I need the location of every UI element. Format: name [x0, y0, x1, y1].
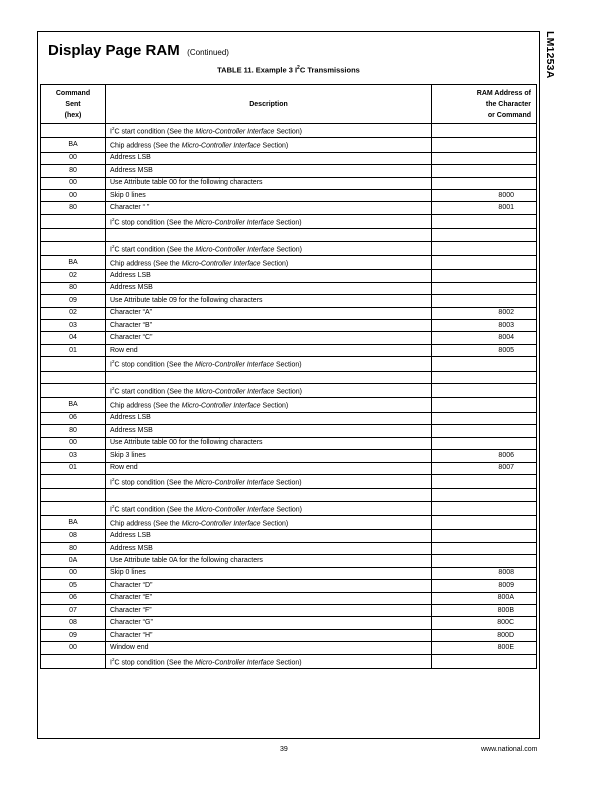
description-cell: Use Attribute table 00 for the following characters — [106, 437, 432, 449]
description-cell: Address MSB — [106, 165, 432, 177]
desc-pre: I — [110, 388, 112, 396]
description-cell: Use Attribute table 00 for the following characters — [106, 177, 432, 189]
description-cell: Character “C” — [106, 332, 432, 344]
ram-address-cell — [432, 516, 537, 530]
desc-sup: 2 — [111, 656, 115, 662]
desc-text: C stop condition (See the — [114, 219, 196, 227]
command-cell — [41, 241, 106, 255]
header-command-line2: Sent — [65, 100, 81, 108]
description-cell: Address MSB — [106, 542, 432, 554]
desc-post: Section) — [274, 659, 302, 667]
ram-address-cell: 8006 — [432, 450, 537, 462]
desc-text: C start condition (See the — [114, 245, 196, 253]
table-row — [41, 617, 537, 629]
desc-post: Section) — [260, 142, 289, 150]
ram-address-cell: 8004 — [432, 332, 537, 344]
ram-address-cell — [432, 437, 537, 449]
desc-post: Section) — [274, 245, 302, 253]
table-row — [41, 241, 537, 255]
table-row — [41, 604, 537, 616]
table-row — [41, 189, 537, 201]
desc-emphasis: Micro-Controller Interface — [181, 260, 261, 268]
command-cell: 00 — [41, 437, 106, 449]
command-cell — [41, 214, 106, 228]
description-cell: Row end — [106, 344, 432, 356]
desc-emphasis: Micro-Controller Interface — [181, 142, 261, 150]
ram-address-cell — [432, 295, 537, 307]
ram-address-cell — [432, 270, 537, 282]
desc-text: Chip address (See the — [110, 260, 182, 268]
desc-pre: I — [110, 659, 112, 667]
description-cell — [106, 474, 432, 488]
desc-text: C stop condition (See the — [114, 479, 196, 487]
table-row — [41, 282, 537, 294]
command-cell — [41, 371, 106, 383]
table-caption — [38, 65, 539, 75]
ram-address-cell — [432, 474, 537, 488]
table-row — [41, 580, 537, 592]
ram-address-cell — [432, 412, 537, 424]
ram-address-cell — [432, 214, 537, 228]
table-row — [41, 295, 537, 307]
command-cell: 07 — [41, 604, 106, 616]
ram-address-cell — [432, 282, 537, 294]
description-cell: Character “H” — [106, 629, 432, 641]
description-cell — [106, 357, 432, 371]
command-cell: 80 — [41, 202, 106, 214]
caption-prefix: TABLE 11. Example 3 I — [217, 65, 298, 75]
ram-address-cell: 8005 — [432, 344, 537, 356]
header-command-line1: Command — [55, 89, 91, 97]
table-row — [41, 450, 537, 462]
section-title — [48, 42, 229, 60]
header-command-line3: (hex) — [64, 111, 82, 119]
caption-suffix: C Transmissions — [299, 65, 360, 75]
command-cell: 09 — [41, 295, 106, 307]
part-number: LM1253A — [544, 31, 556, 79]
table-row — [41, 654, 537, 668]
table-row — [41, 229, 537, 241]
website-url: www.national.com — [481, 746, 538, 753]
desc-sup: 2 — [111, 216, 115, 222]
command-cell: 08 — [41, 617, 106, 629]
command-cell: BA — [41, 255, 106, 269]
command-cell: 05 — [41, 580, 106, 592]
desc-post: Section) — [260, 260, 289, 268]
ram-address-cell — [432, 138, 537, 152]
desc-text: C start condition (See the — [114, 388, 196, 396]
command-cell: 01 — [41, 344, 106, 356]
ram-address-cell: 800A — [432, 592, 537, 604]
description-cell — [106, 229, 432, 241]
table-row — [41, 530, 537, 542]
ram-address-cell — [432, 654, 537, 668]
command-cell — [41, 384, 106, 398]
description-cell: Row end — [106, 462, 432, 474]
table-row — [41, 152, 537, 164]
ram-address-cell — [432, 384, 537, 398]
command-cell: 80 — [41, 282, 106, 294]
ram-address-cell — [432, 530, 537, 542]
ram-address-cell: 800C — [432, 617, 537, 629]
desc-post: Section) — [274, 506, 302, 514]
desc-post: Section) — [260, 520, 289, 528]
description-cell: Character “E” — [106, 592, 432, 604]
table-row — [41, 384, 537, 398]
desc-emphasis: Micro-Controller Interface — [195, 361, 274, 369]
description-cell — [106, 654, 432, 668]
ram-address-cell — [432, 177, 537, 189]
command-cell: 80 — [41, 165, 106, 177]
ram-address-cell: 8009 — [432, 580, 537, 592]
description-cell: Use Attribute table 0A for the following characters — [106, 555, 432, 567]
desc-sup: 2 — [111, 243, 115, 249]
desc-pre: I — [110, 361, 112, 369]
command-cell: 02 — [41, 270, 106, 282]
description-cell: Skip 3 lines — [106, 450, 432, 462]
ram-address-cell — [432, 398, 537, 412]
table-row — [41, 489, 537, 501]
desc-emphasis: Micro-Controller Interface — [195, 479, 274, 487]
description-cell: Address LSB — [106, 412, 432, 424]
command-cell: 0A — [41, 555, 106, 567]
table-row — [41, 592, 537, 604]
table-row — [41, 398, 537, 412]
ram-address-cell: 800E — [432, 642, 537, 654]
description-cell: Character “D” — [106, 580, 432, 592]
transmission-table — [40, 84, 537, 669]
desc-pre: I — [110, 245, 112, 253]
desc-sup: 2 — [111, 503, 115, 509]
desc-emphasis: Micro-Controller Interface — [195, 388, 275, 396]
desc-text: C stop condition (See the — [114, 659, 196, 667]
desc-emphasis: Micro-Controller Interface — [195, 506, 275, 514]
command-cell: 01 — [41, 462, 106, 474]
command-cell: 03 — [41, 450, 106, 462]
command-cell: 00 — [41, 567, 106, 579]
command-cell: 00 — [41, 177, 106, 189]
table-row — [41, 202, 537, 214]
ram-address-cell — [432, 371, 537, 383]
table-row — [41, 425, 537, 437]
table-row — [41, 124, 537, 138]
description-cell: Character “F” — [106, 604, 432, 616]
command-cell: BA — [41, 398, 106, 412]
ram-address-cell — [432, 501, 537, 515]
command-cell — [41, 229, 106, 241]
table-row — [41, 332, 537, 344]
desc-emphasis: Micro-Controller Interface — [195, 219, 274, 227]
ram-address-cell: 8008 — [432, 567, 537, 579]
desc-sup: 2 — [111, 126, 115, 131]
ram-address-cell: 8000 — [432, 189, 537, 201]
description-cell — [106, 255, 432, 269]
table-body — [41, 124, 537, 669]
description-cell — [106, 398, 432, 412]
ram-address-cell — [432, 152, 537, 164]
command-cell — [41, 489, 106, 501]
desc-post: Section) — [274, 128, 302, 136]
caption-sup: 2 — [297, 65, 300, 71]
ram-address-cell: 8007 — [432, 462, 537, 474]
command-cell: 03 — [41, 320, 106, 332]
desc-sup: 2 — [111, 476, 115, 482]
table-row — [41, 629, 537, 641]
section-title-text: Display Page RAM — [48, 42, 180, 59]
desc-post: Section) — [274, 361, 302, 369]
desc-post: Section) — [274, 479, 302, 487]
header-ram-line1: RAM Address of — [476, 89, 531, 97]
ram-address-cell — [432, 357, 537, 371]
desc-sup: 2 — [111, 386, 115, 392]
command-cell — [41, 501, 106, 515]
table-header-row — [41, 85, 537, 124]
table-row — [41, 255, 537, 269]
desc-pre: I — [110, 506, 112, 514]
table-row — [41, 165, 537, 177]
ram-address-cell — [432, 542, 537, 554]
description-cell — [106, 501, 432, 515]
header-ram-address — [432, 85, 537, 124]
command-cell: 02 — [41, 307, 106, 319]
ram-address-cell — [432, 255, 537, 269]
description-cell — [106, 516, 432, 530]
table-row — [41, 214, 537, 228]
desc-pre: I — [110, 219, 112, 227]
command-cell — [41, 357, 106, 371]
desc-post: Section) — [274, 388, 302, 396]
description-cell: Use Attribute table 09 for the following characters — [106, 295, 432, 307]
ram-address-cell — [432, 241, 537, 255]
table-row — [41, 307, 537, 319]
description-cell — [106, 124, 432, 138]
command-cell: 09 — [41, 629, 106, 641]
description-cell — [106, 214, 432, 228]
table-row — [41, 177, 537, 189]
description-cell — [106, 371, 432, 383]
header-ram-line2: the Character — [485, 100, 531, 108]
description-cell: Character “A” — [106, 307, 432, 319]
header-ram-line3: or Command — [487, 111, 531, 119]
table-row — [41, 270, 537, 282]
command-cell — [41, 474, 106, 488]
desc-text: Chip address (See the — [110, 520, 182, 528]
ram-address-cell — [432, 489, 537, 501]
command-cell: 80 — [41, 425, 106, 437]
desc-emphasis: Micro-Controller Interface — [195, 245, 275, 253]
command-cell: 00 — [41, 152, 106, 164]
table-row — [41, 555, 537, 567]
description-cell: Address MSB — [106, 282, 432, 294]
ram-address-cell: 8001 — [432, 202, 537, 214]
command-cell: BA — [41, 516, 106, 530]
ram-address-cell — [432, 165, 537, 177]
command-cell — [41, 124, 106, 138]
description-cell: Character “B” — [106, 320, 432, 332]
command-cell: BA — [41, 138, 106, 152]
desc-text: Chip address (See the — [110, 142, 182, 150]
description-cell: Window end — [106, 642, 432, 654]
description-cell: Skip 0 lines — [106, 189, 432, 201]
ram-address-cell: 8002 — [432, 307, 537, 319]
desc-emphasis: Micro-Controller Interface — [195, 659, 274, 667]
table-row — [41, 138, 537, 152]
desc-text: C start condition (See the — [114, 128, 196, 136]
command-cell: 06 — [41, 412, 106, 424]
ram-address-cell: 8003 — [432, 320, 537, 332]
table-row — [41, 516, 537, 530]
table-row — [41, 642, 537, 654]
table-row — [41, 357, 537, 371]
description-cell: Address LSB — [106, 270, 432, 282]
ram-address-cell: 800B — [432, 604, 537, 616]
side-tab — [541, 31, 561, 151]
command-cell: 00 — [41, 642, 106, 654]
table-row — [41, 437, 537, 449]
description-cell: Address LSB — [106, 530, 432, 542]
description-cell — [106, 384, 432, 398]
desc-emphasis: Micro-Controller Interface — [181, 520, 261, 528]
description-cell — [106, 489, 432, 501]
command-cell: 08 — [41, 530, 106, 542]
desc-text: C stop condition (See the — [114, 361, 196, 369]
table-row — [41, 501, 537, 515]
table-row — [41, 371, 537, 383]
command-cell — [41, 654, 106, 668]
description-cell — [106, 241, 432, 255]
desc-pre: I — [110, 479, 112, 487]
section-title-continued: (Continued) — [187, 48, 229, 57]
desc-text: C start condition (See the — [114, 506, 196, 514]
page-number: 39 — [280, 746, 288, 753]
desc-sup: 2 — [111, 359, 115, 365]
header-command — [41, 85, 106, 124]
desc-emphasis: Micro-Controller Interface — [181, 402, 261, 410]
desc-emphasis: Micro-Controller Interface — [195, 128, 275, 136]
ram-address-cell — [432, 555, 537, 567]
page-frame — [37, 31, 540, 739]
table-row — [41, 462, 537, 474]
desc-post: Section) — [274, 219, 302, 227]
table-row — [41, 344, 537, 356]
desc-text: Chip address (See the — [110, 402, 182, 410]
table-row — [41, 567, 537, 579]
description-cell: Address LSB — [106, 152, 432, 164]
ram-address-cell: 800D — [432, 629, 537, 641]
command-cell: 80 — [41, 542, 106, 554]
table-row — [41, 320, 537, 332]
description-cell: Address MSB — [106, 425, 432, 437]
desc-pre: I — [110, 128, 112, 136]
ram-address-cell — [432, 425, 537, 437]
description-cell — [106, 138, 432, 152]
command-cell: 00 — [41, 189, 106, 201]
header-description: Description — [106, 85, 432, 124]
description-cell: Character “ ” — [106, 202, 432, 214]
command-cell: 06 — [41, 592, 106, 604]
ram-address-cell — [432, 124, 537, 138]
table-row — [41, 412, 537, 424]
ram-address-cell — [432, 229, 537, 241]
table-row — [41, 542, 537, 554]
description-cell: Character “G” — [106, 617, 432, 629]
table-row — [41, 474, 537, 488]
description-cell: Skip 0 lines — [106, 567, 432, 579]
desc-post: Section) — [260, 402, 289, 410]
command-cell: 04 — [41, 332, 106, 344]
